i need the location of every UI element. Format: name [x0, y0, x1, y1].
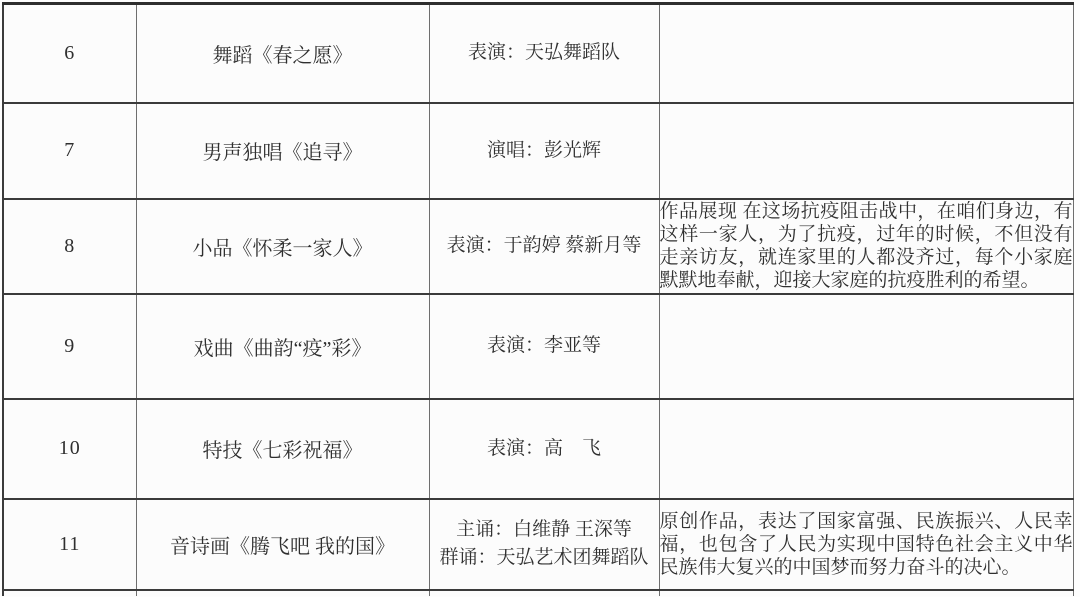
- performer-cell: [429, 399, 659, 499]
- table-row: [3, 199, 1073, 294]
- row-number-cell: [3, 590, 136, 596]
- performer-line: 群诵：天弘艺术团舞蹈队: [439, 547, 649, 568]
- table-row: [3, 103, 1073, 199]
- row-number-cell: 7: [3, 103, 136, 199]
- program-name-cell: 特技《七彩祝福》: [136, 399, 429, 499]
- description-cell: [659, 399, 1073, 499]
- program-table: [2, 2, 1074, 596]
- performer-line: 表演：高 飞: [486, 437, 601, 459]
- row-number-cell: 11: [3, 499, 136, 590]
- performer-line: 表演：于韵婷 蔡新月等: [446, 235, 642, 256]
- program-table-body: [3, 4, 1073, 596]
- performer-line: 演唱：彭光辉: [486, 139, 601, 161]
- row-number-cell: 10: [3, 399, 136, 499]
- row-number-cell: 6: [3, 4, 136, 103]
- performer-cell: [429, 4, 659, 103]
- table-row: [3, 590, 1073, 596]
- row-number-cell: 9: [3, 294, 136, 399]
- performer-line: 主诵：白维静 王深等: [456, 519, 632, 540]
- performer-cell: [429, 590, 659, 596]
- description-cell: [659, 590, 1073, 596]
- program-name-cell: 小品《怀柔一家人》: [136, 199, 429, 294]
- performer-cell: [429, 199, 659, 294]
- program-name-cell: [136, 590, 429, 596]
- table-row: [3, 294, 1073, 399]
- table-row: [3, 499, 1073, 590]
- program-name-cell: 男声独唱《追寻》: [136, 103, 429, 199]
- description-cell: 原创作品，表达了国家富强、民族振兴、人民幸福，也包含了人民为实现中国特色社会主义中华民族伟大复兴的中国梦而努力奋斗的决心。: [659, 499, 1073, 590]
- row-number-cell: 8: [3, 199, 136, 294]
- performer-cell: [429, 499, 659, 590]
- performer-line: 表演：天弘舞蹈队: [467, 42, 620, 64]
- program-name-cell: 舞蹈《春之愿》: [136, 4, 429, 103]
- program-name-cell: 音诗画《腾飞吧 我的国》: [136, 499, 429, 590]
- description-cell: [659, 4, 1073, 103]
- performer-cell: [429, 103, 659, 199]
- performer-line: 表演：李亚等: [486, 335, 601, 356]
- table-row: [3, 4, 1073, 103]
- performer-cell: [429, 294, 659, 399]
- table-row: [3, 399, 1073, 499]
- description-cell: [659, 294, 1073, 399]
- description-cell: [659, 103, 1073, 199]
- description-cell: 作品展现 在这场抗疫阻击战中，在咱们身边，有这样一家人，为了抗疫，过年的时候，不但没有走亲访友，就连家里的人都没齐过，每个小家庭默默地奉献，迎接大家庭的抗疫胜利的希望。: [659, 199, 1073, 294]
- program-name-cell: 戏曲《曲韵“疫”彩》: [136, 294, 429, 399]
